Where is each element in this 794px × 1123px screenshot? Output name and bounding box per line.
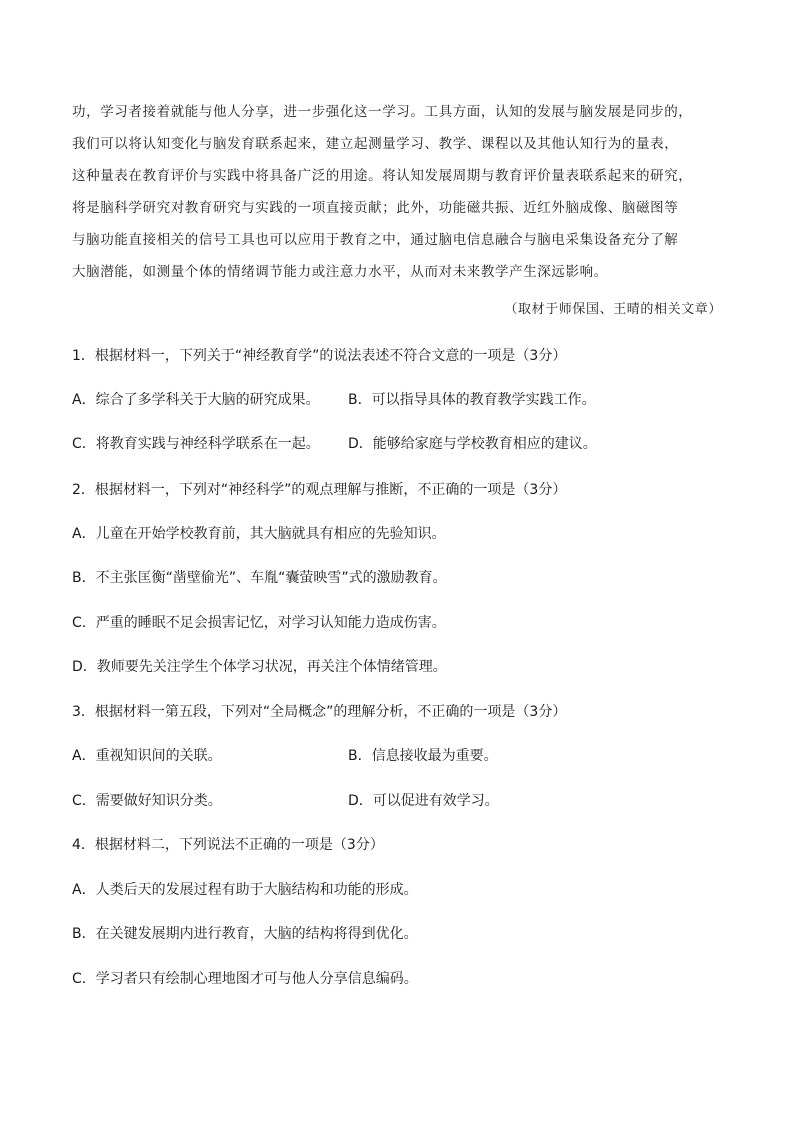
passage-line: 我们可以将认知变化与脑发育联系起来，建立起测量学习、教学、课程以及其他认知行为的量表，: [72, 136, 679, 152]
question-1-option-d: D．能够给家庭与学校教育相应的建议。: [348, 436, 597, 452]
question-4-option-c: C．学习者只有绘制心理地图才可与他人分享信息编码。: [72, 971, 418, 987]
question-4-option-a: A．人类后天的发展过程有助于大脑结构和功能的形成。: [72, 882, 418, 898]
passage-line: 这种量表在教育评价与实践中将具备广泛的用途。将认知发展周期与教育评价量表联系起来的研究，: [72, 168, 693, 184]
question-2-option-c: C．严重的睡眠不足会损害记忆，对学习认知能力造成伤害。: [72, 615, 446, 631]
passage-line: 功，学习者接着就能与他人分享，进一步强化这一学习。工具方面，认知的发展与脑发展是同步的，: [72, 104, 693, 120]
passage-line: 大脑潜能，如测量个体的情绪调节能力或注意力水平，从而对未来教学产生深远影响。: [72, 264, 608, 280]
passage-source: （取材于师保国、王晴的相关文章）: [504, 302, 722, 317]
question-3-option-c: C．需要做好知识分类。: [72, 793, 222, 809]
question-3-option-b: B．信息接收最为重要。: [348, 748, 498, 764]
question-4-option-b: B．在关键发展期内进行教育，大脑的结构将得到优化。: [72, 926, 418, 942]
passage-line: 将是脑科学研究对教育研究与实践的一项直接贡献；此外，功能磁共振、近红外脑成像、脑磁图等: [72, 200, 679, 216]
passage-text: [72, 96, 724, 288]
question-3-option-a: A．重视知识间的关联。: [72, 748, 222, 764]
question-1-option-c: C．将教育实践与神经科学联系在一起。: [72, 436, 320, 452]
question-1-option-b: B．可以指导具体的教育教学实践工作。: [348, 392, 596, 408]
question-2-option-b: B．不主张匡衡“凿壁偷光”、车胤“囊萤映雪”式的激励教育。: [72, 570, 447, 586]
question-3-option-d: D．可以促进有效学习。: [348, 793, 499, 809]
passage-line: 与脑功能直接相关的信号工具也可以应用于教育之中，通过脑电信息融合与脑电采集设备充分了解: [72, 232, 679, 248]
question-2-stem: 2．根据材料一，下列对“神经科学”的观点理解与推断，不正确的一项是（3分）: [72, 482, 567, 498]
question-2-option-a: A．儿童在开始学校教育前，其大脑就具有相应的先验知识。: [72, 526, 446, 542]
question-2-option-d: D．教师要先关注学生个体学习状况，再关注个体情绪管理。: [72, 659, 447, 675]
question-1-stem: 1．根据材料一，下列关于“神经教育学”的说法表述不符合文意的一项是（3分）: [72, 348, 567, 364]
question-1-option-a: A．综合了多学科关于大脑的研究成果。: [72, 392, 320, 408]
question-4-stem: 4．根据材料二，下列说法不正确的一项是（3分）: [72, 837, 384, 853]
question-3-stem: 3．根据材料一第五段，下列对“全局概念”的理解分析，不正确的一项是（3分）: [72, 704, 567, 720]
